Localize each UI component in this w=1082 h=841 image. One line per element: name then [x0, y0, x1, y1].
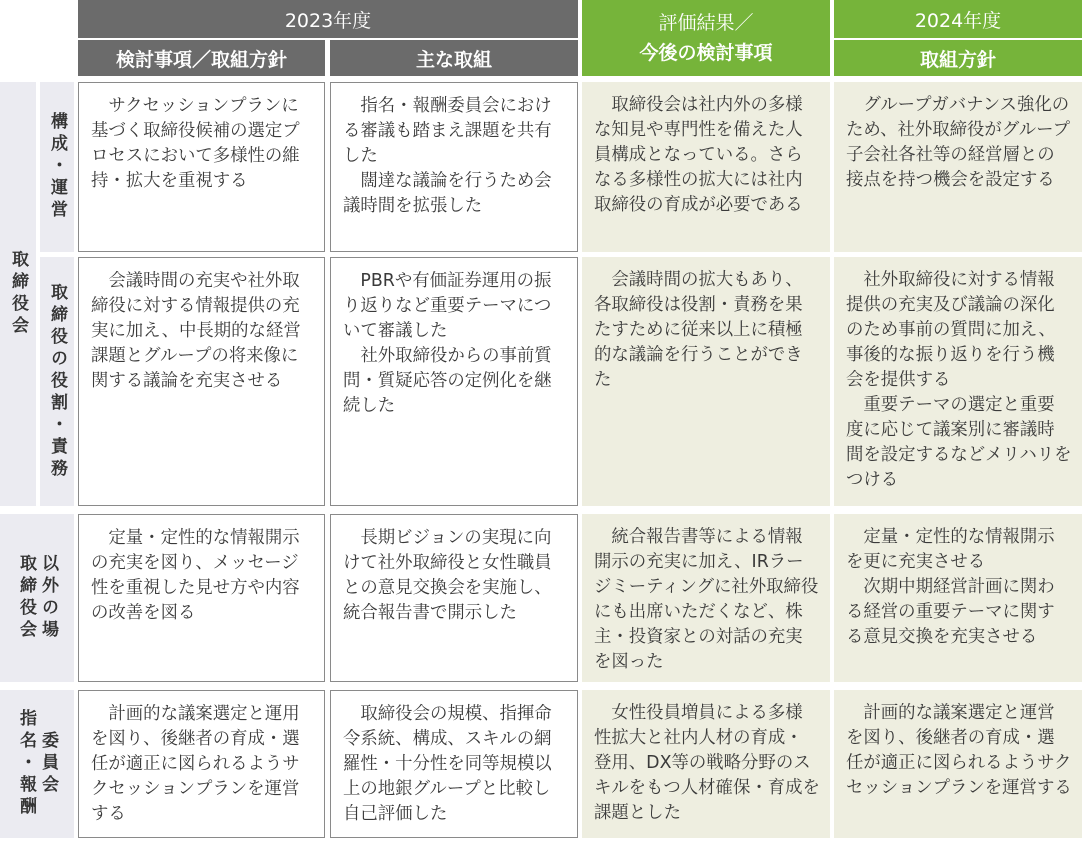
row1-eval-cell — [582, 82, 830, 252]
row2-main-text-1: PBRや有価証券運用の振り返りなど重要テーマについて審議した — [343, 271, 552, 341]
row2-main-cell — [330, 257, 578, 506]
row2-main-text-2: 社外取締役からの事前質問・質疑応答の定例化を継続した — [343, 346, 552, 416]
header-eval-line1: 評価結果／ — [658, 12, 754, 34]
row1-policy-cell — [834, 82, 1082, 252]
row4-eval-text: 女性役員増員による多様性拡大と社内人材の育成・登用、DX等の戦略分野のスキルをもつ人材確保・育成を課題とした — [594, 703, 820, 823]
row1-eval-text: 取締役会は社内外の多様な知見や専門性を備えた人員構成となっている。さらなる多様性の拡大には社内取締役の育成が必要である — [594, 95, 803, 215]
group-board — [0, 82, 36, 506]
row2-policy-cell — [834, 257, 1082, 506]
row3-eval-cell — [582, 514, 830, 682]
row1-review-text: サクセッションプランに基づく取締役候補の選定プロセスにおいて多様性の維持・拡大を重視する — [91, 96, 300, 191]
subgroup-roles — [40, 257, 74, 506]
row1-main-text-1: 指名・報酬委員会における審議も踏まえ課題を共有した — [343, 96, 552, 166]
row4-review-text: 計画的な議案選定と運用を図り、後継者の育成・選任が適正に図られるようサクセッションプランを運営する — [91, 704, 300, 824]
row4-main-cell — [330, 690, 578, 838]
group-committee-label-1: 指名・報酬 — [16, 709, 36, 819]
row2-eval-text: 会議時間の拡大もあり、各取締役は役割・責務を果たすために従来以上に積極的な議論を行うことができた — [594, 270, 803, 390]
group-outside-label-2: 以外の場 — [38, 554, 58, 642]
row2-review-text: 会議時間の充実や社外取締役に対する情報提供の充実に加え、中長期的な経営課題とグループの将来像に関する議論を充実させる — [91, 271, 301, 391]
header-main-col — [330, 40, 578, 76]
row4-review-cell — [78, 690, 325, 838]
header-2023 — [78, 0, 578, 38]
header-policy-label: 取組方針 — [919, 48, 996, 71]
group-committee — [0, 690, 74, 838]
row4-policy-cell — [834, 690, 1082, 838]
row4-policy-text: 計画的な議案選定と運営を図り、後継者の育成・選任が適正に図られるようサクセッションプランを運営する — [846, 703, 1072, 798]
row1-review-cell — [78, 82, 325, 252]
header-review-label: 検討事項／取組方針 — [115, 48, 287, 71]
group-outside-board — [0, 514, 74, 682]
header-2024-label: 2024年度 — [914, 9, 1002, 32]
subgroup-composition-label: 構成・運営 — [47, 112, 67, 222]
row4-main-text: 取締役会の規模、指揮命令系統、構成、スキルの網羅性・十分性を同等規模以上の地銀グループと比較し自己評価した — [343, 704, 552, 824]
row3-policy-text-1: 定量・定性的な情報開示を更に充実させる — [846, 527, 1055, 572]
row3-main-cell — [330, 514, 578, 682]
row3-policy-cell — [834, 514, 1082, 682]
row2-policy-text-1: 社外取締役に対する情報提供の充実及び議論の深化のため事前の質問に加え、事後的な振り返りを行う機会を提供する — [846, 270, 1056, 390]
group-board-label: 取締役会 — [8, 250, 28, 338]
row3-review-cell — [78, 514, 325, 682]
row3-policy-text-2: 次期中期経営計画に関わる経営の重要テーマに関する意見交換を充実させる — [846, 577, 1055, 647]
row2-review-cell — [78, 257, 325, 506]
subgroup-composition — [40, 82, 74, 252]
row1-main-text-2: 闊達な議論を行うため会議時間を拡張した — [343, 171, 552, 216]
row2-policy-text-2: 重要テーマの選定と重要度に応じて議案別に審議時間を設定するなどメリハリをつける — [846, 395, 1072, 490]
row4-eval-cell — [582, 690, 830, 838]
row3-eval-text: 統合報告書等による情報開示の充実に加え、IRラージミーティングに社外取締役にも出席いただくなど、株主・投資家との対話の充実を図った — [594, 527, 819, 672]
row1-main-cell — [330, 82, 578, 252]
header-2024 — [834, 0, 1082, 38]
header-main-label: 主な取組 — [415, 48, 492, 71]
row3-main-text: 長期ビジョンの実現に向けて社外取締役と女性職員との意見交換会を実施し、統合報告書で開示した — [343, 528, 552, 623]
row3-review-text: 定量・定性的な情報開示の充実を図り、メッセージ性を重視した見せ方や内容の改善を図る — [91, 528, 300, 623]
row1-policy-text: グループガバナンス強化のため、社外取締役がグループ子会社各社等の経営層との接点を持つ機会を設定する — [846, 95, 1070, 190]
header-review-col — [78, 40, 325, 76]
header-eval-col — [582, 0, 830, 76]
group-outside-label-1: 取締役会 — [16, 554, 36, 642]
group-committee-label-2: 委員会 — [38, 731, 58, 797]
row2-eval-cell — [582, 257, 830, 506]
header-eval-line2: 今後の検討事項 — [639, 42, 773, 64]
header-2023-label: 2023年度 — [284, 9, 372, 32]
header-policy-col — [834, 40, 1082, 76]
subgroup-roles-label: 取締役の役割・責務 — [47, 282, 67, 481]
